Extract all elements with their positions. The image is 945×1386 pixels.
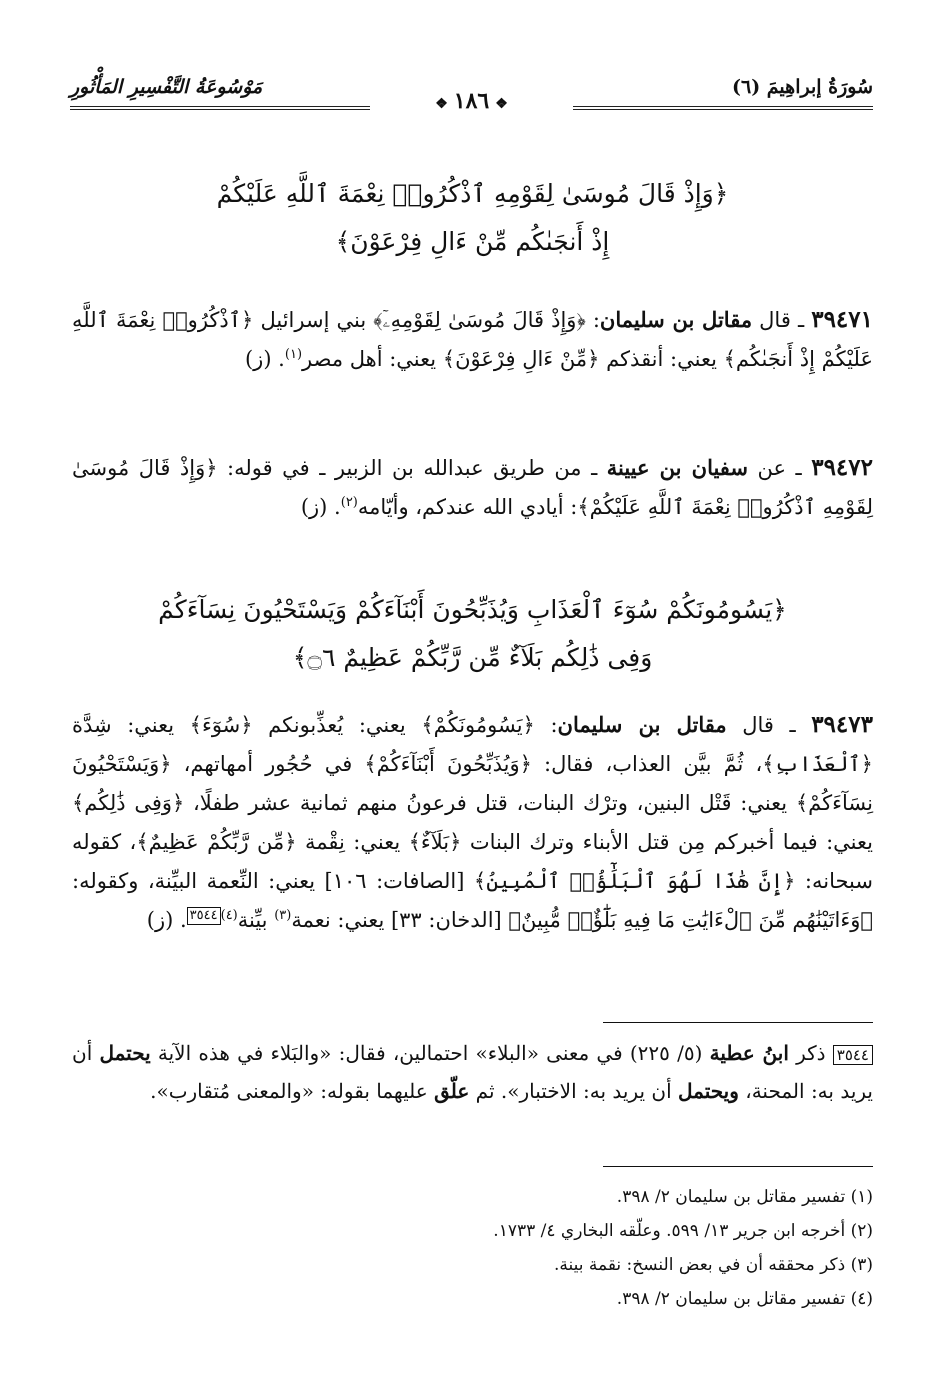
- footnote: (١) تفسير مقاتل بن سليمان ٢/ ٣٩٨.: [616, 1187, 873, 1207]
- ayah-quote: ﴿ٱلْعَذَابِ﴾: [762, 752, 873, 776]
- narrator-name: مقاتل بن سليمان: [599, 307, 753, 332]
- narration-number: ٣٩٤٧١: [811, 306, 873, 333]
- narration-39471: ٣٩٤٧١ ـ قال مقاتل بن سليمان: ﴿وَإِذْ قَالَ مُوسَىٰ لِقَوْمِهِۦٓ﴾ بني إسرائيل ﴿ٱذْكُرُوا۟ نِعْمَةَ ٱللَّهِ عَلَيْكُمْ إِذْ أَنجَىٰكُم﴾ يعني: أنقذكم ﴿مِّنْ ءَالِ فِرْعَوْنَ﴾ يعني: أهل مصر$^{(١)}$. (ز): [72, 306, 873, 371]
- verse-line: ﴿وَإِذْ قَالَ مُوسَىٰ لِقَوْمِهِ ٱذْكُرُوا۟ نِعْمَةَ ٱللَّهِ عَلَيْكُمْ: [216, 179, 729, 208]
- narration-number: ٣٩٤٧٣: [811, 711, 873, 738]
- ayah-quote: ﴿وَإِذْ قَالَ مُوسَىٰ لِقَوْمِهِ ٱذْكُرُوا۟ نِعْمَةَ ٱللَّهِ عَلَيْكُمْ﴾: [72, 456, 873, 519]
- ayah-quote: ﴿ٱذْكُرُوا۟ نِعْمَةَ ٱللَّهِ عَلَيْكُمْ إِذْ أَنجَىٰكُم﴾: [72, 308, 873, 371]
- commentary-note: ٣٥٤٤ ذكر ابنُ عطية (٥/ ٢٢٥) في معنى «البلاء» احتمالين، فقال: «والبَلاء في هذه الآية يحتمل أن يريد به: المحنة، ويحتمل أن يريد به: الاختبار». ثم علّق عليهما بقوله: «والمعنى مُتقارب».: [72, 1041, 873, 1103]
- ayah-quote: ﴿وَإِذْ قَالَ مُوسَىٰ لِقَوْمِهِۦٓ﴾: [373, 308, 586, 332]
- quran-verse-1: [100, 170, 845, 266]
- narration-39472: ٣٩٤٧٢ ـ عن سفيان بن عيينة ـ من طريق عبدالله بن الزبير ـ في قوله: ﴿وَإِذْ قَالَ مُوسَىٰ لِقَوْمِهِ ٱذْكُرُوا۟ نِعْمَةَ ٱللَّهِ عَلَيْكُمْ﴾: أيادي الله عندكم، وأيّامه$^{(٢)}$. (ز): [72, 454, 873, 519]
- footnotes: [72, 1180, 873, 1316]
- ayah-quote: ﴿وَفِى ذَٰلِكُم﴾: [72, 791, 185, 815]
- ayah-quote: ﴿وَيَسْتَحْيُونَ نِسَآءَكُمْ﴾: [72, 752, 873, 815]
- ayah-quote: ﴿وَءَاتَيْنَٰهُم مِّنَ ٱلْءَايَٰتِ مَا فِيهِ بَلَٰٓؤٌا۟ مُّبِينٌ﴾: [508, 908, 873, 932]
- ayah-quote: ﴿بَلَآءٌ﴾: [408, 830, 462, 854]
- footnote-ref[interactable]: (٣): [274, 908, 292, 923]
- page-header: [70, 74, 873, 114]
- verse-line: وَفِى ذَٰلِكُم بَلَآءٌ مِّن رَّبِّكُمْ عَظِيمٌ ۝٦﴾: [292, 643, 653, 672]
- commentary-number-box: ٣٥٤٤: [833, 1045, 873, 1065]
- ornament-icon: ❖: [495, 96, 508, 112]
- surah-title: سُورَةُ إبراهِيمَ (٦): [731, 76, 873, 98]
- header-rule-left: [70, 106, 370, 110]
- commentary-ref-box[interactable]: ٣٥٤٤: [187, 907, 221, 925]
- narrator-name: سفيان بن عيينة: [606, 455, 749, 480]
- narration-39473: ٣٩٤٧٣ ـ قال مقاتل بن سليمان: ﴿يَسُومُونَكُمْ﴾ يعني: يُعذِّبونكم ﴿سُوٓءَ﴾ يعني: شِدَّة ﴿ٱلْعَذَابِ﴾، ثُمَّ بيَّن العذاب، فقال: ﴿وَيُذَبِّحُونَ أَبْنَآءَكُمْ﴾ في حُجُور أمهاتهم، ﴿وَيَسْتَحْيُونَ نِسَآءَكُمْ﴾ يعني: قَتْل البنين، وترْك البنات، قتل فرعونُ منهم ثمانية عشر طفلًا، ﴿وَفِى ذَٰلِكُم﴾ يعني: فيما أخبركم مِن قتل الأبناء وترك البنات ﴿بَلَآءٌ﴾ يعني: نِقْمة ﴿مِّن رَّبِّكُمْ عَظِيمٌ﴾، كقوله سبحانه: ﴿إِنَّ هَٰذَا لَهُوَ ٱلْبَلَٰٓؤُا۟ ٱلْمُبِينُ﴾ [الصافات: ١٠٦] يعني: النِّعمة البيِّنة، وكقوله: ﴿وَءَاتَيْنَٰهُم مِّنَ ٱلْءَايَٰتِ مَا فِيهِ بَلَٰٓؤٌا۟ مُّبِينٌ﴾ [الدخان: ٣٣] يعني: نعمة$^{(٣)}$ بيِّنة$^{(٤)}$٣٥٤٤. (ز): [72, 711, 873, 932]
- header-rule-right: [573, 106, 873, 110]
- footnote-ref[interactable]: (٤): [220, 908, 238, 923]
- ayah-quote: ﴿سُوٓءَ﴾: [189, 713, 253, 737]
- footnote: (٤) تفسير مقاتل بن سليمان ٢/ ٣٩٨.: [616, 1289, 873, 1309]
- commentary-separator: [603, 1022, 873, 1023]
- page-number: ❖١٨٦❖: [435, 88, 508, 114]
- verse-line: ﴿يَسُومُونَكُمْ سُوٓءَ ٱلْعَذَابِ وَيُذَبِّحُونَ أَبْنَآءَكُمْ وَيَسْتَحْيُونَ نِسَآءَكُمْ: [158, 595, 787, 624]
- ayah-quote: ﴿وَيُذَبِّحُونَ أَبْنَآءَكُمْ﴾: [364, 752, 532, 776]
- narration-number: ٣٩٤٧٢: [811, 454, 873, 481]
- footnote-ref[interactable]: (٢): [340, 495, 358, 510]
- verse-line: إِذْ أَنجَىٰكُم مِّنْ ءَالِ فِرْعَوْنَ﴾: [335, 227, 610, 256]
- footnote-ref[interactable]: (١): [284, 347, 303, 362]
- ayah-quote: ﴿يَسُومُونَكُمْ﴾: [421, 713, 535, 737]
- ornament-icon: ❖: [435, 96, 448, 112]
- footnote: (٣) ذكر محققه أن في بعض النسخ: نقمة بينة.: [553, 1255, 873, 1275]
- narrator-name: مقاتل بن سليمان: [557, 712, 727, 737]
- series-title: مَوْسُوعَةُ التَّفْسِيرِ المَأْثُورِ: [70, 76, 263, 98]
- footnotes-separator: [603, 1166, 873, 1167]
- ayah-quote: ﴿مِّن رَّبِّكُمْ عَظِيمٌ﴾: [136, 830, 297, 854]
- quran-verse-2: [100, 586, 845, 682]
- footnote: (٢) أخرجه ابن جرير ١٣/ ٥٩٩. وعلّقه البخاري ٤/ ١٧٣٣.: [493, 1221, 873, 1241]
- ayah-quote: ﴿إِنَّ هَٰذَا لَهُوَ ٱلْبَلَٰٓؤُا۟ ٱلْمُبِينُ﴾: [473, 869, 796, 893]
- ayah-quote: ﴿مِّنْ ءَالِ فِرْعَوْنَ﴾: [442, 347, 600, 371]
